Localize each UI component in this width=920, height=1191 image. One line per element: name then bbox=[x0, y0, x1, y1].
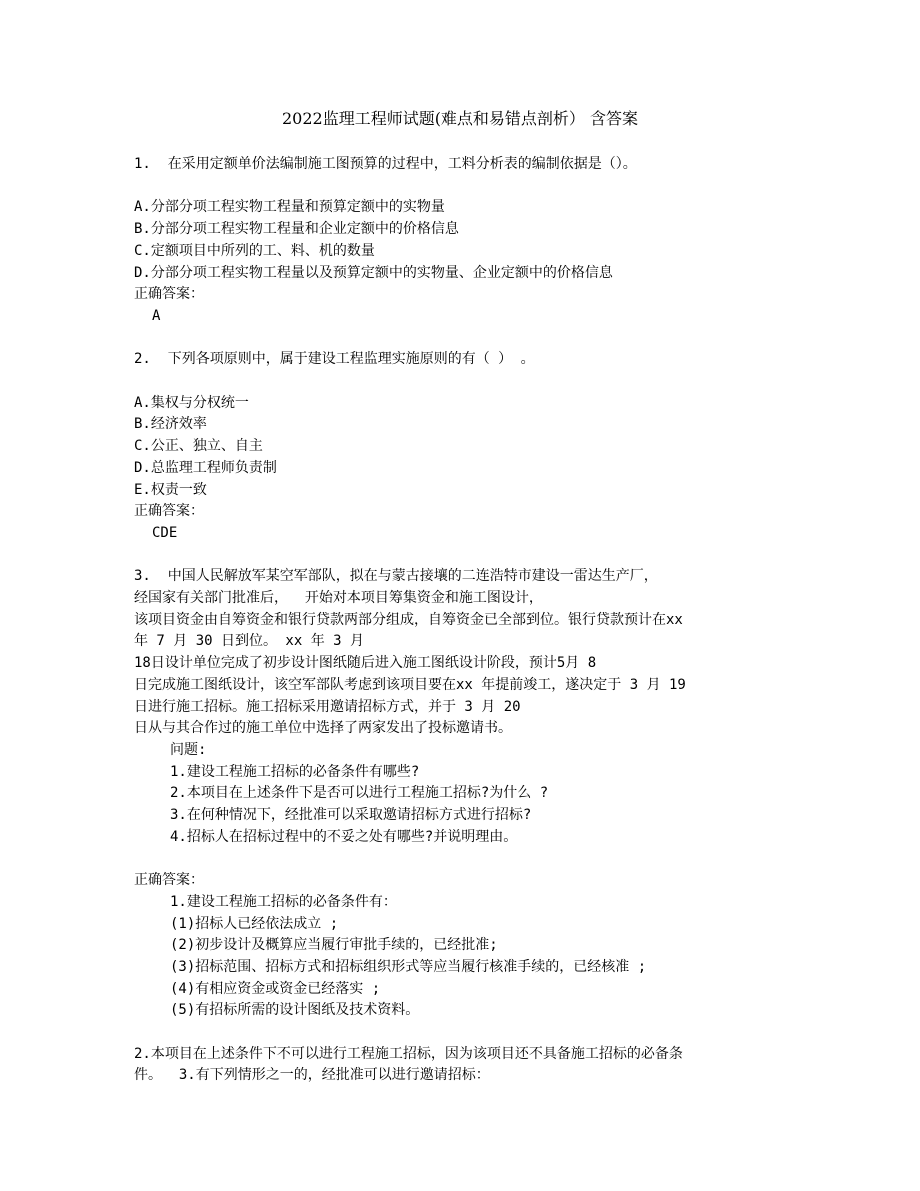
question-3-answer-item: (4)有相应资金或资金已经落实 ; bbox=[170, 980, 381, 997]
question-3-answer-label: 正确答案： bbox=[134, 872, 204, 889]
question-3-text-line: 日完成施工图纸设计，该空军部队考虑到该项目要在xx 年提前竣工，遂决定于 3 月 19 bbox=[134, 676, 686, 693]
question-2 bbox=[134, 349, 794, 544]
question-3-text-line: 18日设计单位完成了初步设计图纸随后进入施工图纸设计阶段，预计5月 8 bbox=[134, 655, 597, 672]
question-1 bbox=[134, 154, 794, 328]
question-2-option-c: C.公正、独立、自主 bbox=[134, 438, 263, 455]
question-2-option-b: B.经济效率 bbox=[134, 416, 207, 433]
question-3-answer-item: (3)招标范围、招标方式和招标组织形式等应当履行核准手续的，已经核准 ; bbox=[170, 958, 647, 975]
question-3-text-line: 日从与其合作过的施工单位中选择了两家发出了投标邀请书。 bbox=[134, 720, 512, 737]
question-2-answer-label: 正确答案： bbox=[134, 503, 204, 520]
document-title: 2022监理工程师试题(难点和易错点剖析） 含答案 bbox=[281, 109, 639, 128]
question-1-answer: A bbox=[152, 307, 161, 324]
question-3-sub-question: 1.建设工程施工招标的必备条件有哪些? bbox=[170, 763, 420, 780]
question-2-option-e: E.权责一致 bbox=[134, 481, 207, 498]
question-1-option-d: D.分部分项工程实物工程量以及预算定额中的实物量、企业定额中的价格信息 bbox=[134, 264, 613, 281]
question-2-option-d: D.总监理工程师负责制 bbox=[134, 459, 277, 476]
question-3-text-line: 3. 中国人民解放军某空军部队，拟在与蒙古接壤的二连浩特市建设一雷达生产厂， bbox=[134, 568, 658, 585]
question-3-questions-label: 问题: bbox=[170, 741, 207, 758]
question-3-answer-item: (2)初步设计及概算应当履行审批手续的，已经批准; bbox=[170, 937, 498, 954]
question-3 bbox=[134, 566, 794, 1087]
question-3-answer-heading: 1.建设工程施工招标的必备条件有： bbox=[170, 893, 397, 910]
question-2-option-a: A.集权与分权统一 bbox=[134, 394, 249, 411]
question-1-stem: 1. 在采用定额单价法编制施工图预算的过程中，工料分析表的编制依据是（）。 bbox=[134, 156, 637, 172]
question-3-answer-item: (1)招标人已经依法成立 ; bbox=[170, 915, 339, 932]
question-1-answer-label: 正确答案： bbox=[134, 286, 204, 303]
question-1-option-c: C.定额项目中所列的工、料、机的数量 bbox=[134, 242, 375, 259]
question-3-text-line: 年 7 月 30 日到位。 xx 年 3 月 bbox=[134, 633, 365, 650]
question-3-answer-paragraph-line: 件。 3.有下列情形之一的，经批准可以进行邀请招标： bbox=[134, 1067, 490, 1084]
question-3-answer-paragraph-line: 2.本项目在上述条件下不可以进行工程施工招标，因为该项目还不具备施工招标的必备条 bbox=[134, 1045, 683, 1062]
question-3-text-line: 经国家有关部门批准后， 开始对本项目筹集资金和施工图设计， bbox=[134, 590, 543, 606]
question-2-answer: CDE bbox=[152, 524, 178, 541]
question-2-stem: 2. 下列各项原则中，属于建设工程监理实施原则的有（ ） 。 bbox=[134, 351, 535, 368]
question-1-option-b: B.分部分项工程实物工程量和企业定额中的价格信息 bbox=[134, 221, 459, 238]
document-body bbox=[134, 154, 794, 1087]
question-3-sub-question: 2.本项目在上述条件下是否可以进行工程施工招标?为什么 ? bbox=[170, 785, 549, 802]
question-3-text-line: 该项目资金由自筹资金和银行贷款两部分组成，自筹资金已全部到位。银行贷款预计在xx bbox=[134, 611, 683, 628]
question-3-sub-question: 3.在何种情况下，经批准可以采取邀请招标方式进行招标? bbox=[170, 807, 532, 824]
question-3-sub-question: 4.招标人在招标过程中的不妥之处有哪些?并说明理由。 bbox=[170, 828, 518, 845]
question-1-option-a: A.分部分项工程实物工程量和预算定额中的实物量 bbox=[134, 199, 445, 216]
question-3-text-line: 日进行施工招标。施工招标采用邀请招标方式，并于 3 月 20 bbox=[134, 698, 521, 715]
question-3-answer-item: (5)有招标所需的设计图纸及技术资料。 bbox=[170, 1002, 420, 1019]
